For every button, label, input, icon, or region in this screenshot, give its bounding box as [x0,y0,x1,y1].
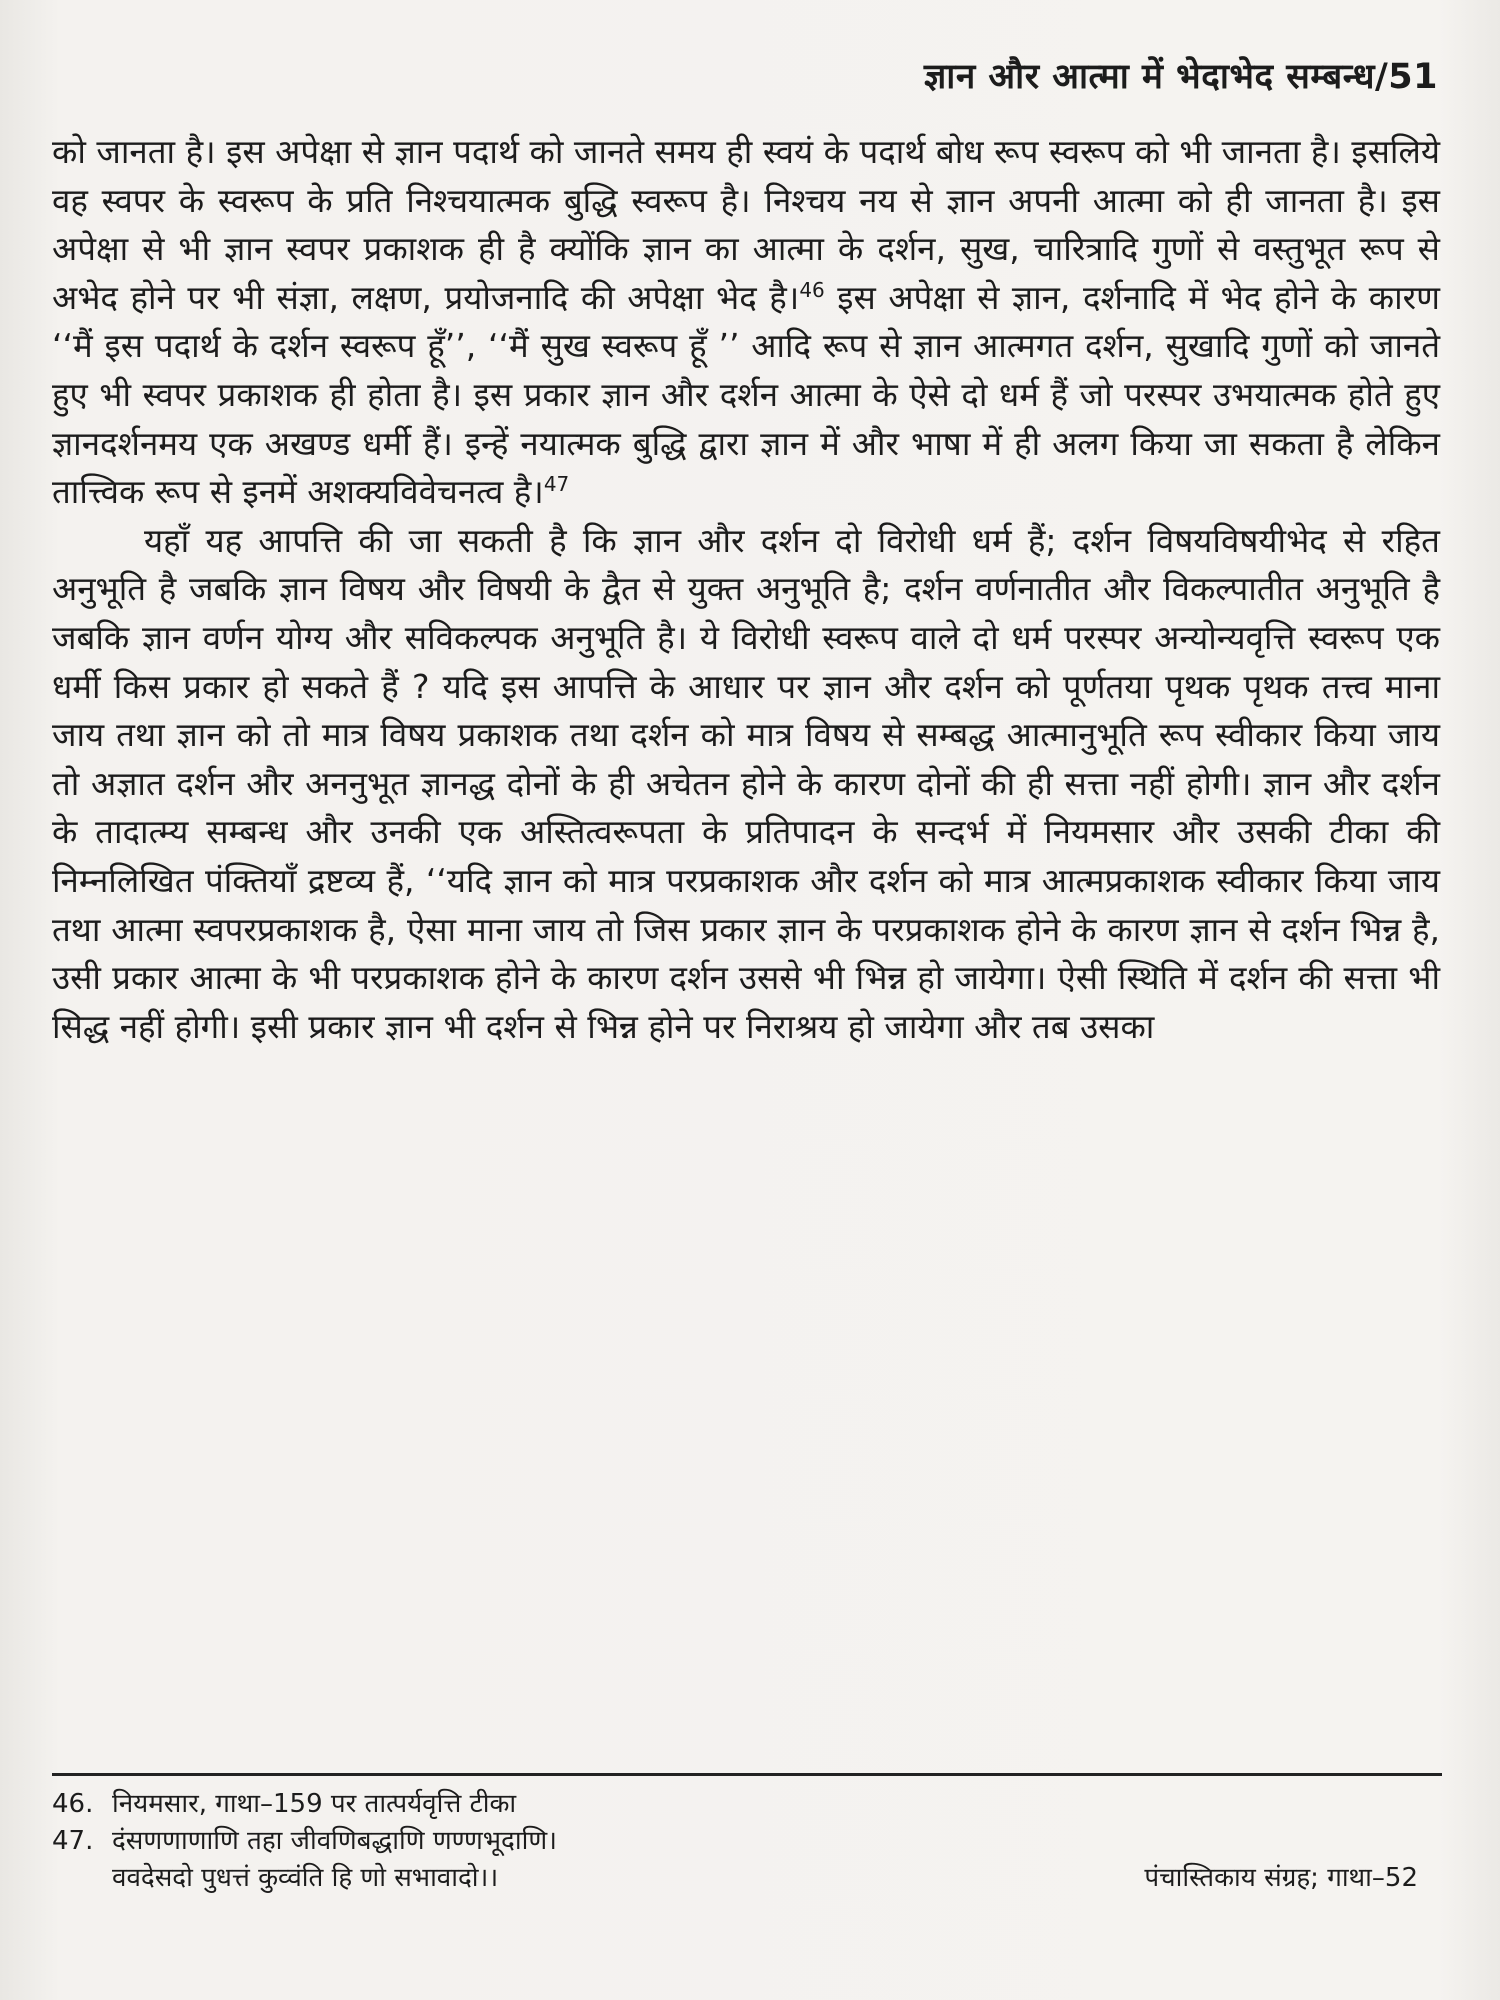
footnote-ref-47[interactable]: 47 [543,472,570,497]
paragraph-1-text-b: इस अपेक्षा से ज्ञान, दर्शनादि में भेद होने के कारण ‘‘मैं इस पदार्थ के दर्शन स्वरूप हूँ’’, ‘‘मैं सुख स्वरूप हूँ ’’ आदि रूप से ज्ञान आत्मगत दर्शन, सुखादि गुणों को जानते हुए भी स्वपर प्रकाशक ही होता है। इस प्रकार ज्ञान और दर्शन आत्मा के ऐसे दो धर्म हैं जो परस्पर उभयात्मक होते हुए ज्ञानदर्शनमय एक अखण्ड धर्मी हैं। इन्हें नयात्मक बुद्धि द्वारा ज्ञान में और भाषा में ही अलग किया जा सकता है लेकिन तात्त्विक रूप से इनमें अशक्यविवेचनत्व है। [52,277,1441,512]
running-head: ज्ञान और आत्मा में भेदाभेद सम्बन्ध/51 [923,57,1438,97]
footnote-separator [52,1773,1442,1776]
footnote-verse-line: ववदेसदो पुधत्तं कुव्वंति हि णो सभावादो।। [112,1863,499,1893]
footnote-source: पंचास्तिकाय संग्रह; गाथा–52 [1144,1863,1418,1893]
footnotes [52,1786,1442,1897]
footnote-number: 46. [52,1789,94,1819]
footnote-47 [52,1823,1442,1860]
paragraph-1 [52,128,1440,517]
paragraph-2: यहाँ यह आपत्ति की जा सकती है कि ज्ञान और दर्शन दो विरोधी धर्म हैं; दर्शन विषयविषयीभेद से रहित अनुभूति है जबकि ज्ञान विषय और विषयी के द्वैत से युक्त अनुभूति है; दर्शन वर्णनातीत और विकल्पातीत अनुभूति है जबकि ज्ञान वर्णन योग्य और सविकल्पक अनुभूति है। ये विरोधी स्वरूप वाले दो धर्म परस्पर अन्योन्यवृत्ति स्वरूप एक धर्मी किस प्रकार हो सकते हैं ? यदि इस आपत्ति के आधार पर ज्ञान और दर्शन को पूर्णतया पृथक पृथक तत्त्व माना जाय तथा ज्ञान को तो मात्र विषय प्रकाशक तथा दर्शन को मात्र विषय से सम्बद्ध आत्मानुभूति रूप स्वीकार किया जाय तो अज्ञात दर्शन और अननुभूत ज्ञानद्ध दोनों के ही अचेतन होने के कारण दोनों की ही सत्ता नहीं होगी। ज्ञान और दर्शन के तादात्म्य सम्बन्ध और उनकी एक अस्तित्वरूपता के प्रतिपादन के सन्दर्भ में नियमसार और उसकी टीका की निम्नलिखित पंक्तियाँ द्रष्टव्य हैं, ‘‘यदि ज्ञान को मात्र परप्रकाशक और दर्शन को मात्र आत्मप्रकाशक स्वीकार किया जाय तथा आत्मा स्वपरप्रकाशक है, ऐसा माना जाय तो जिस प्रकार ज्ञान के परप्रकाशक होने के कारण ज्ञान से दर्शन भिन्न है, उसी प्रकार आत्मा के भी परप्रकाशक होने के कारण दर्शन उससे भी भिन्न हो जायेगा। ऐसी स्थिति में दर्शन की सत्ता भी सिद्ध नहीं होगी। इसी प्रकार ज्ञान भी दर्शन से भिन्न होने पर निराश्रय हो जायेगा और तब उसका [52,520,1440,1046]
footnote-text: नियमसार, गाथा–159 पर तात्पर्यवृत्ति टीका [112,1789,517,1819]
body-text [52,128,1440,1051]
footnote-ref-46[interactable]: 46 [799,277,825,302]
footnote-46 [52,1786,1442,1823]
footnote-text: दंसणणाणाणि तहा जीवणिबद्धाणि णण्णभूदाणि। [112,1826,557,1856]
paragraph-1-text-a: को जानता है। इस अपेक्षा से ज्ञान पदार्थ को जानते समय ही स्वयं के पदार्थ बोध रूप स्वरूप को भी जानता है। इसलिये वह स्वपर के स्वरूप के प्रति निश्चयात्मक बुद्धि स्वरूप है। निश्चय नय से ज्ञान अपनी आत्मा को ही जानता है। इस अपेक्षा से भी ज्ञान स्वपर प्रकाशक ही है क्योंकि ज्ञान का आत्मा के दर्शन, सुख, चारित्रादि गुणों से वस्तुभूत रूप से अभेद होने पर भी संज्ञा, लक्षण, प्रयोजनादि की अपेक्षा भेद है। [52,132,1440,317]
footnote-number: 47. [52,1826,94,1856]
footnote-47-continuation [52,1860,1442,1897]
